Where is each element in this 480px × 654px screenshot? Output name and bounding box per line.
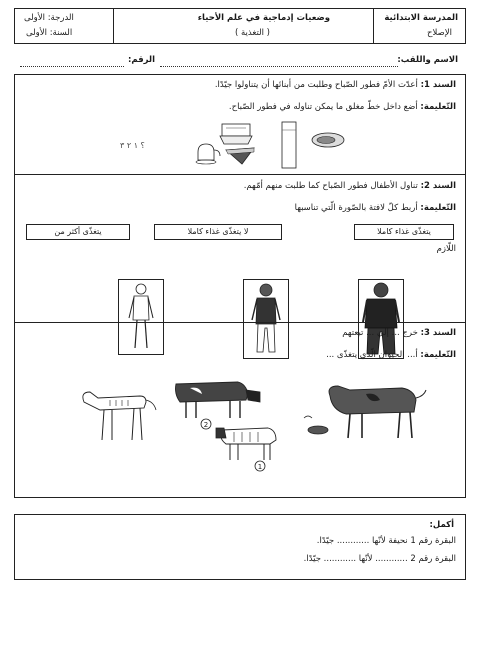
complete-box [14, 514, 466, 580]
child-picture-2[interactable] [243, 279, 289, 359]
situation2-label: السند 2: [420, 181, 456, 191]
situation3-instruction-label: التّعليمة: [420, 350, 456, 360]
situation1-instruction: أضع داخل خطّ مغلق ما يمكن تناوله في فطور الصّباح. [228, 102, 418, 112]
cheese-bread-icon [220, 124, 252, 144]
average-boy-drawing [244, 280, 288, 358]
situation2-instruction: أربط كلّ لافتة بالصّورة الّتي تناسبها [294, 203, 418, 213]
situation1-text: أعدّت الأمّ فطور الصّباح وطلبت من أبنائها أن يتناولوا جيّدًا. [214, 80, 418, 90]
situation1-instruction-label: التّعليمة: [420, 102, 456, 112]
grade-label: الدرجة: الأولى [24, 13, 74, 23]
child-picture-3[interactable] [358, 279, 404, 359]
situation2-instruction-label: التّعليمة: [420, 203, 456, 213]
situation1-label: السند 1: [420, 80, 456, 90]
complete-line-1: البقرة رقم 1 نحيفة لأنّها ............ جيّدًا. [316, 536, 456, 546]
marker-2-label: 2 [203, 421, 209, 429]
complete-line-2: البقرة رقم 2 ............ لأنّها ............ جيّدًا. [303, 554, 456, 564]
teapot-icon [196, 144, 220, 164]
student-number-label: الرقم: [128, 55, 156, 65]
student-number-line [20, 66, 124, 67]
marker-1-label: 1 [257, 463, 263, 471]
separator-line-1 [14, 174, 466, 175]
student-name-line [160, 66, 398, 67]
thin-dog-drawing [83, 392, 156, 440]
food-bowl-drawing [304, 416, 328, 434]
option-card-3-continuation: اللّازم [436, 244, 456, 254]
option-card-1[interactable]: يتغذّى غذاء كاملا [354, 224, 454, 240]
separator-line-2 [14, 322, 466, 323]
situation3-instruction: أ... الحيوان الّذي يتغذّى ... [326, 350, 418, 360]
school-name: المدرسة الابتدائية [384, 13, 458, 23]
worksheet-title: وضعيات إدماجية في علم الأحياء [197, 13, 330, 23]
child-picture-1[interactable] [118, 279, 164, 355]
student-name-label: الاسم واللقب: [397, 55, 458, 65]
complete-title: أكمل: [429, 520, 454, 530]
situation3-text: خرج ... إلى ... تبعتهم [342, 328, 418, 338]
situation3-text-line [342, 328, 456, 339]
situation2-instruction-line [295, 203, 456, 214]
situation1-instruction-line [229, 102, 456, 113]
milk-glass-icon [282, 122, 296, 168]
situation3-label: السند 3: [420, 328, 456, 338]
cake-slice-icon [226, 148, 254, 164]
situation1-text-line [215, 80, 456, 91]
situation2-text-line [244, 181, 456, 192]
year-label: السنة: الأولى [26, 28, 73, 38]
fish-plate-icon [312, 133, 344, 147]
healthy-dog-drawing [329, 386, 426, 438]
worksheet-subtitle: ( التغذية ) [234, 28, 270, 38]
thin-boy-drawing [119, 280, 163, 354]
number-2-marker [201, 419, 211, 429]
animals-illustration [70, 368, 430, 478]
option-card-3[interactable]: يتغذّى أكثر من [26, 224, 130, 240]
school-location: الإصلاح [427, 28, 452, 38]
margin-note: ؟ ١ ٢ ٣ [120, 141, 145, 150]
breakfast-foods-illustration [190, 118, 350, 178]
thin-cow-drawing [216, 428, 276, 460]
healthy-cow-drawing [176, 382, 261, 418]
option-card-2[interactable]: لا يتغذّى غذاء كاملا [154, 224, 282, 240]
fat-boy-drawing [359, 280, 403, 358]
number-1-marker [255, 461, 265, 471]
situation3-instruction-line [326, 350, 456, 361]
situation2-text: تناول الأطفال فطور الصّباح كما طلبت منهم أمّهم. [243, 181, 418, 191]
